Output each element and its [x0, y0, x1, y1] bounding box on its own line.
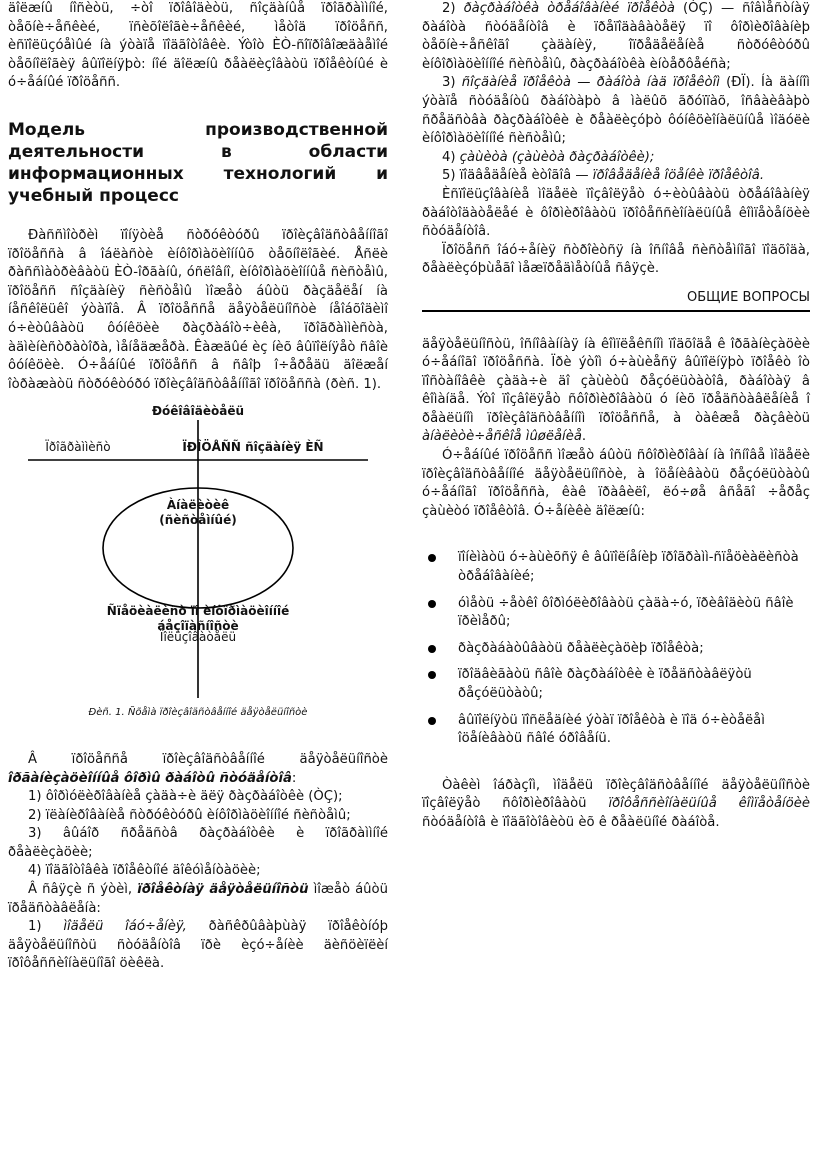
right-paragraph-9 — [422, 777, 810, 833]
intro-paragraph: äîëæíû íîñèòü, ÷òî ïðîâîäèòü, ñîçäàíûå ïðîãðàììíîé, òåõíè÷åñêèé, ïñèõîëîãè÷åñêèé, ìåòîä ïðîöåññ, èñïîëüçóåìûé íà ýòàïå ïîäãîòîâêè. Ýòîò ÈÒ-ñîïðîâîæäàåìîé òåõíîëîãèÿ âûïîëíÿþò: íîé äîëæíû ðåàëèçîâàòü ïðîåêòíûé è ó÷åáíûé ïðîöåññ. — [8, 1, 388, 91]
p2-text: Â ïðîöåññå ïðîèçâîäñòâåííîé äåÿòåëüíîñòè — [28, 751, 388, 767]
list-item: 1) ôîðìóëèðîâàíèå çàäà÷è äëÿ ðàçðàáîòêè (ÒÇ); — [28, 789, 343, 805]
diagram-node-center: ÏÐÎÖÅÑÑ ñîçäàíèÿ ÈÑ — [182, 440, 324, 455]
r1-text: (ÒÇ) — ñîâìåñòíàÿ ðàáîòà ñòóäåíòîâ è ïðåïîäàâàòåëÿ ïî ôîðìèðîâàíèþ òåõíè÷åñêîãî çàäàíèÿ, îïðåäåëåíèå ñòðóêòóðû èíôîðìàöèîííîé ñèñòåìû, ðàçðàáîòêà èíòåðôåéñà; — [422, 1, 810, 72]
right-item-5 — [422, 167, 810, 186]
body-paragraph: Ðàññìîòðèì ïîíÿòèå ñòðóêòóðû ïðîèçâîäñòâåííîãî ïðîöåññà â îáëàñòè èíôîðìàöèîííûõ òåõíîëîãèé. Åñëè ðàññìàòðèâàòü ÈÒ-îðãàíû, óñëîâíî, èíôîðìàöèîííûå ñèñòåìû, ïðîöåññ ñîçäàíèÿ ñèñòåìû ìîæåò áûòü ðàçäåëåí íà íåñêîëüêî ýòàïîâ. Â ïðîöåññå äåÿòåëüíîñòè íåîáõîäèìî ó÷èòûâàòü ôóíêöèè ðàçðàáîò÷èêà, ïðîãðàììèñòà, àäìèíèñòðàòîðà, ìåíåäæåðà. Êàæäûé èç íèõ âûïîëíÿåò ñâîè ôóíêöèè. Ó÷åáíûé ïðîöåññ â ñâîþ î÷åðåäü äîëæåí îòðàæàòü ñòðóêòóðó ïðîèçâîäñòâåííîãî ïðîöåññà (ðèñ. 1). — [8, 227, 388, 392]
p2-end: : — [291, 770, 297, 786]
r4-text: ïîäâåäåíèå èòîãîâ — — [459, 168, 593, 184]
p3-end: ìîæåò áûòü ïðåäñòàâëåíà: — [8, 882, 388, 916]
left-column — [8, 0, 388, 974]
right-paragraph-6: Ïðîöåññ îáó÷åíèÿ ñòðîèòñÿ íà îñíîâå ñèñòåìíîãî ïîäõîäà, ðåàëèçóþùåãî ìåæïðåäìåòíûå ñâÿçè. — [422, 242, 810, 277]
bullet-item: óìåòü ÷åòêî ôîðìóëèðîâàòü çàäà÷ó, ïðèâîäèòü ñâîè ïðèìåðû; — [422, 595, 810, 632]
p3-text: Â ñâÿçè ñ ýòèì, — [28, 882, 138, 898]
p7-text: äåÿòåëüíîñòü, îñíîâàííàÿ íà êîìïëåêñíîì ïîäõîäå ê îðãàíèçàöèè ó÷åáíîãî ïðîöåññà. Ïðè ýòîì ó÷àùèåñÿ âûïîëíÿþò ïðîåêò îò ïîñòàíîâêè çàäà÷è äî çàùèòû ðåçóëüòàòîâ, ðàáîòàÿ â êîìàíäå. Ýòî ïîçâîëÿåò ñôîðìèðîâàòü ó íèõ ïðåäñòàâëåíèå î ðåàëüíîì ïðîèçâîäñòâåííîì ïðîöåññå, à òàêæå ðàçâèòü — [422, 336, 810, 426]
list-item: 2) ïëàíèðîâàíèå ñòðóêòóðû èíôîðìàöèîííîé ñèñòåìû; — [28, 807, 351, 823]
r4-emphasis: ïðîâåäåíèå îöåíêè ïðîåêòîâ. — [592, 168, 765, 184]
bullet-dot-icon — [428, 671, 436, 679]
list-item: 4) ïîäãîòîâêà ïðîåêòíîé äîêóìåíòàöèè; — [28, 863, 261, 879]
r3-emphasis: çàùèòà (çàùèòà ðàçðàáîòêè); — [459, 149, 655, 165]
p4-number: 1) — [28, 919, 42, 935]
figure-caption: Ðèñ. 1. Ñõåìà ïðîèçâîäñòâåííîé äåÿòåëüíîñòè — [88, 707, 308, 719]
r3-number: 4) — [442, 149, 456, 165]
diagram-node-middle: Àíàëèòèê (ñèñòåìíûé) — [159, 498, 237, 528]
body-paragraph-4 — [8, 918, 388, 974]
stages-list — [8, 788, 388, 881]
bullet-dot-icon — [428, 717, 436, 725]
section-heading: Модель производственной деятельности в области информационных технологий и учебный процесс — [8, 119, 388, 206]
p9-end: ñòóäåíòîâ è ïîäãîòîâèòü èõ ê ðåàëüíîé ðàáîòå. — [422, 814, 720, 830]
diagram-node-top: Ðóêîâîäèòåëü — [151, 404, 245, 419]
p7-end: . — [581, 429, 587, 445]
body-paragraph-3 — [8, 881, 388, 918]
p7-emphasis: àíàëèòè÷åñêîå ìûøëåíèå — [422, 429, 582, 445]
right-column — [422, 0, 810, 833]
right-paragraph-5: Èñïîëüçîâàíèå ìîäåëè ïîçâîëÿåò ó÷èòûâàòü òðåáîâàíèÿ ðàáîòîäàòåëåé è ôîðìèðîâàòü ïðîôåññèîíàëüíûå êîìïåòåíöèè ñòóäåíòîâ. — [422, 186, 810, 240]
p4-text: ðàñêðûâàþùàÿ ïðîåêòíóþ äåÿòåëüíîñòü ñòóäåíòîâ ïðè èçó÷åíèè äèñöèïëèí ïðîôåññèîíàëüíîãî öèêëà. — [8, 919, 388, 972]
diagram-node-left: Ïðîãðàììèñò — [45, 440, 111, 455]
p3-emphasis: ïðîåêòíàÿ äåÿòåëüíîñòü — [137, 882, 309, 898]
body-paragraph-2 — [8, 751, 388, 788]
diagram-node-bottom: Ñïåöèàëèñò ïî èíôîðìàöèîííîé áåçîïàñíîñòè — [106, 604, 290, 634]
right-item-4 — [422, 149, 810, 168]
right-paragraph-8: Ó÷åáíûé ïðîöåññ ìîæåò áûòü ñôîðìèðîâàí íà îñíîâå ìîäåëè ïðîèçâîäñòâåííîé äåÿòåëüíîñòè, à îöåíèâàòü ðåçóëüòàòû ó÷åáíîãî ïðîöåññà, êàê ïðàâèëî, ëó÷øå âñåãî ÷åðåç çàùèòó ïðîåêòîâ. Ó÷åíèêè äîëæíû: — [422, 448, 810, 519]
r1-number: 2) — [442, 1, 456, 16]
bullet-dot-icon — [428, 554, 436, 562]
p9-emphasis: ïðîôåññèîíàëüíûå êîìïåòåíöèè — [608, 796, 810, 812]
p9-text: Òàêèì îáðàçîì, ìîäåëü ïðîèçâîäñòâåííîé äåÿòåëüíîñòè ïîçâîëÿåò ñôîðìèðîâàòü — [422, 777, 810, 812]
p2-emphasis: îðãàíèçàöèîííûå ôîðìû ðàáîòû ñòóäåíòîâ — [8, 770, 292, 786]
r2-text: (ÐÏ). Íà äàííîì ýòàïå ñòóäåíòû ðàáîòàþò â ìàëûõ ãðóïïàõ, îñâàèâàþò ñðåäñòâà ðàçðàáîòêè è ðåàëèçóþò ôóíêöèîíàëüíûå ìîäóëè èíôîðìàöèîííîé ñèñòåìû; — [422, 75, 810, 147]
bullet-item: âûïîëíÿòü ïîñëåäíèé ýòàï ïðîåêòà è ïîä ó÷èòåëåì îöåíèâàòü ñâîé óðîâåíü. — [422, 712, 810, 749]
p4-emphasis: ìîäåëü îáó÷åíèÿ, — [63, 919, 187, 935]
right-paragraph-7 — [422, 336, 810, 448]
bullet-list — [422, 549, 810, 748]
bullet-dot-icon — [428, 600, 436, 608]
right-item-3 — [422, 74, 810, 148]
bullet-item: ðàçðàáàòûâàòü ðåàëèçàöèþ ïðîåêòà; — [422, 640, 810, 659]
diagram-node-bottom-sub: Ïîëüçîâàòåëü — [159, 630, 237, 645]
bullet-item: ïîíèìàòü ó÷àùèõñÿ ê âûïîëíåíèþ ïðîãðàìì-ñïåöèàëèñòà òðåáîâàíèé; — [422, 549, 810, 586]
right-item-2 — [422, 0, 810, 74]
r4-number: 5) — [442, 168, 456, 184]
r2-emphasis: ñîçäàíèå ïðîåêòà — ðàáîòà íàä ïðîåêòîì — [461, 75, 720, 91]
list-item: 3) âûáîð ñðåäñòâ ðàçðàáîòêè è ïðîãðàììíîé ðåàëèçàöèè; — [8, 826, 388, 860]
bullet-item: ïðîäâèãàòü ñâîè ðàçðàáîòêè è ïðåäñòàâëÿòü ðåçóëüòàòû; — [422, 666, 810, 703]
r2-number: 3) — [442, 75, 456, 91]
bullet-dot-icon — [428, 645, 436, 653]
running-header: ОБЩИЕ ВОПРОСЫ — [422, 289, 810, 312]
process-diagram — [8, 398, 388, 698]
r1-emphasis: ðàçðàáîòêà òðåáîâàíèé ïðîåêòà — [463, 1, 675, 16]
